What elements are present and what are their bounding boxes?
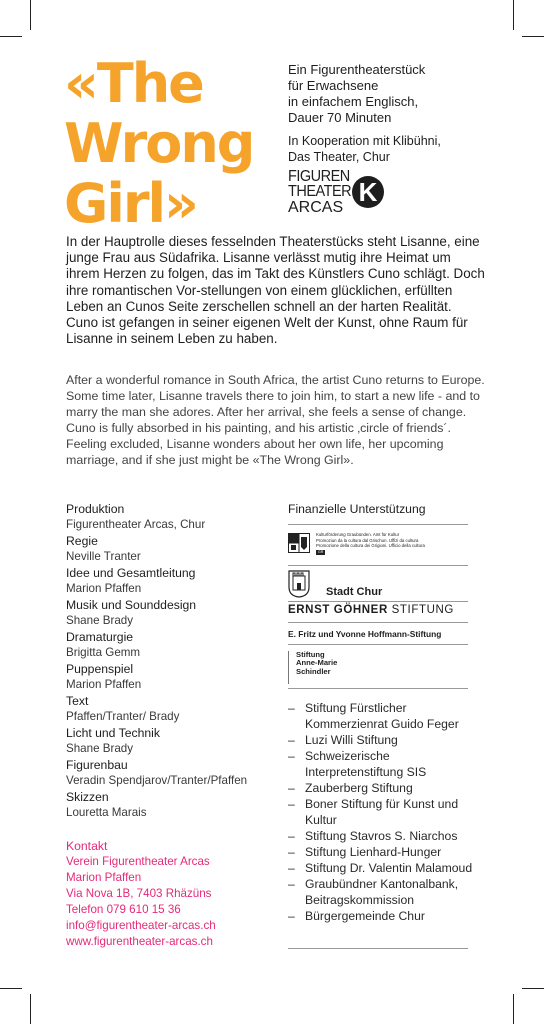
chur-crest-icon xyxy=(288,570,310,598)
crop-mark xyxy=(522,36,544,37)
description-german: In der Hauptrolle dieses fesselnden Theaterstücks steht Lisanne, eine junge Frau aus Südafrika. Lisanne verlässt mutig ihre Heimat um ihrem Herzen zu folgen, das im Takt des Künstlers Cuno schlägt. Doch ihre romantischen Vor-stellungen von einem glücklichen, erfüllten Leben an Cunos Seite zerschellen schnell an der harten Realität. Cuno ist gefangen in seiner eigenen Welt der Kunst, ohne Raum für Lisanne in seinem Leben zu haben. xyxy=(66,234,485,347)
description-english: After a wonderful romance in South Africa, the artist Cuno returns to Europe. Some time later, Lisanne travels there to join him, to start a new life - and to marry the man she adores. After her arrival, she feels a sense of change. Cuno is fully absorbed in his painting, and his artistic ‚circle of friends´. Feeling excluded, Lisanne wonders about her own life, her upcoming marriage, and if she just might be «The Wrong Girl». xyxy=(66,373,485,467)
foundation-name: Stiftung Stavros S. Niarchos xyxy=(305,829,458,843)
credit-role: Produktion xyxy=(66,502,125,516)
foundation-item xyxy=(288,796,473,828)
crop-mark xyxy=(30,994,31,1024)
credit-role: Licht und Technik xyxy=(66,726,160,740)
sponsor-ernst-goehner xyxy=(288,604,454,616)
title-line: Wrong xyxy=(64,112,254,175)
logo-line: ARCAS xyxy=(288,199,344,216)
crop-mark xyxy=(30,0,31,30)
credit-role: Puppenspiel xyxy=(66,662,134,676)
credit-item xyxy=(66,789,281,821)
credit-item xyxy=(66,533,281,565)
credit-role: Text xyxy=(66,694,89,708)
credit-name: Shane Brady xyxy=(66,614,134,627)
title-line: «The xyxy=(64,52,203,115)
dash-icon: – xyxy=(288,877,295,891)
credit-item xyxy=(66,629,281,661)
dash-icon: – xyxy=(288,861,295,875)
sponsor-anne-marie-schindler xyxy=(288,650,468,686)
dash-icon: – xyxy=(288,909,295,923)
klibuehni-logo-icon: K xyxy=(352,176,384,208)
contact-person: Marion Pfaffen xyxy=(66,871,142,884)
foundation-item xyxy=(288,908,473,924)
foundation-item xyxy=(288,780,473,796)
foundation-name: Stiftung Fürstlicher Kommerzienrat Guido Feger xyxy=(305,701,459,731)
contact-phone: Telefon 079 610 15 36 xyxy=(66,903,181,916)
contact-organisation: Verein Figurentheater Arcas xyxy=(66,855,210,868)
kanton-text xyxy=(316,532,466,555)
kanton-tag: GR xyxy=(318,549,324,554)
credit-role: Regie xyxy=(66,534,98,548)
credit-name: Veradin Spendjarov/Tranter/Pfaffen xyxy=(66,774,248,787)
foundation-name: Bürgergemeinde Chur xyxy=(305,909,425,923)
cooperation-note xyxy=(288,133,528,165)
credit-item xyxy=(66,725,281,757)
anne-marie-bar xyxy=(288,651,289,684)
show-title xyxy=(64,54,284,234)
divider xyxy=(288,644,468,645)
intro-line: in einfachem Englisch, xyxy=(288,94,419,109)
kanton-line: Promoziun da la cultura dal Grischun. Uffizi da cultura xyxy=(316,537,419,543)
foundation-name: Stiftung Dr. Valentin Malamoud xyxy=(305,861,473,875)
divider xyxy=(288,688,468,689)
credit-name: Pfaffen/Tranter/ Brady xyxy=(66,710,180,723)
contact-heading: Kontakt xyxy=(66,839,108,853)
cooperation-line: Das Theater, Chur xyxy=(288,150,390,164)
crop-mark xyxy=(0,988,22,989)
credit-name: Marion Pfaffen xyxy=(66,678,142,691)
foundation-name: Schweizerische Interpretenstiftung SIS xyxy=(305,749,427,779)
crop-mark xyxy=(513,994,514,1024)
logo-wordmark xyxy=(288,170,351,215)
figurentheater-arcas-logo xyxy=(288,170,408,218)
anne-line: Schindler xyxy=(296,666,331,676)
credit-item xyxy=(66,693,281,725)
credit-name: Marion Pfaffen xyxy=(66,582,142,595)
credit-name: Shane Brady xyxy=(66,742,134,755)
credits-list xyxy=(66,501,281,821)
intro-line: Dauer 70 Minuten xyxy=(288,110,392,125)
cooperation-line: In Kooperation mit Klibühni, xyxy=(288,134,441,148)
credit-role: Dramaturgie xyxy=(66,630,134,644)
foundation-item xyxy=(288,844,473,860)
sponsor-stadt-chur xyxy=(288,570,468,600)
divider xyxy=(288,601,468,602)
graubuenden-crest-icon xyxy=(288,533,310,553)
dash-icon: – xyxy=(288,749,295,763)
foundation-name: Boner Stiftung für Kunst und Kultur xyxy=(305,797,459,827)
crop-mark xyxy=(0,36,22,37)
credit-item xyxy=(66,757,281,789)
credit-role: Skizzen xyxy=(66,790,109,804)
credit-role: Figurenbau xyxy=(66,758,128,772)
dash-icon: – xyxy=(288,781,295,795)
title-line: Girl» xyxy=(64,172,197,235)
dash-icon: – xyxy=(288,733,295,747)
credit-name: Brigitta Gemm xyxy=(66,646,141,659)
logo-line: THEATER xyxy=(288,183,352,201)
contact-email-link[interactable]: info@figurentheater-arcas.ch xyxy=(66,919,216,932)
dash-icon: – xyxy=(288,701,295,715)
foundation-name: Stiftung Lienhard-Hunger xyxy=(305,845,442,859)
anne-line: Stiftung xyxy=(296,650,325,659)
intro-block xyxy=(288,62,528,126)
sponsor-kanton-graubuenden xyxy=(288,530,468,560)
credit-item xyxy=(66,597,281,629)
credit-item xyxy=(66,501,281,533)
dash-icon: – xyxy=(288,797,295,811)
chur-label: Stadt Chur xyxy=(326,586,383,598)
anne-line: Anne-Marie xyxy=(296,658,338,668)
foundation-name: Zauberberg Stiftung xyxy=(305,781,413,795)
intro-line: für Erwachsene xyxy=(288,78,379,93)
credit-name: Figurentheater Arcas, Chur xyxy=(66,518,206,531)
crop-mark xyxy=(522,988,544,989)
credit-role: Idee und Gesamtleitung xyxy=(66,566,196,580)
foundation-item xyxy=(288,876,473,908)
foundation-item xyxy=(288,700,473,732)
kanton-line: Kulturförderung Graubünden. Amt für Kultur xyxy=(316,532,400,537)
crop-mark xyxy=(513,0,514,30)
intro-line: Ein Figurentheaterstück xyxy=(288,62,426,77)
contact-website-link[interactable]: www.figurentheater-arcas.ch xyxy=(66,935,213,948)
dash-icon: – xyxy=(288,845,295,859)
divider xyxy=(288,948,468,949)
divider xyxy=(288,622,468,623)
logo-line: FIGUREN xyxy=(288,168,350,186)
credit-item xyxy=(66,565,281,597)
credit-name: Neville Tranter xyxy=(66,550,141,563)
funding-section xyxy=(288,501,468,517)
credit-name: Louretta Marais xyxy=(66,806,147,819)
foundation-item xyxy=(288,860,473,876)
credit-item xyxy=(66,661,281,693)
contact-address: Via Nova 1B, 7403 Rhäzüns xyxy=(66,887,212,900)
foundation-name: Luzi Willi Stiftung xyxy=(305,733,398,747)
dash-icon: – xyxy=(288,829,295,843)
foundation-item xyxy=(288,732,473,748)
divider xyxy=(288,524,468,525)
anne-marie-text xyxy=(296,651,337,676)
credit-role: Musik und Sounddesign xyxy=(66,598,197,612)
foundation-item xyxy=(288,828,473,844)
foundation-list xyxy=(288,700,473,924)
foundation-item xyxy=(288,748,473,780)
kanton-line: Promozione della cultura dei Grigioni. Ufficio della cultura xyxy=(316,543,425,549)
contact-block xyxy=(66,838,281,950)
sponsor-fritz-hoffmann: E. Fritz und Yvonne Hoffmann-Stiftung xyxy=(288,629,442,639)
foundation-name: Graubündner Kantonalbank, Beitragskommission xyxy=(305,877,459,907)
funding-heading: Finanzielle Unterstützung xyxy=(288,502,426,516)
divider xyxy=(288,565,468,566)
goehner-suffix: STIFTUNG xyxy=(387,604,454,616)
goehner-name: ERNST GÖHNER xyxy=(288,604,388,616)
